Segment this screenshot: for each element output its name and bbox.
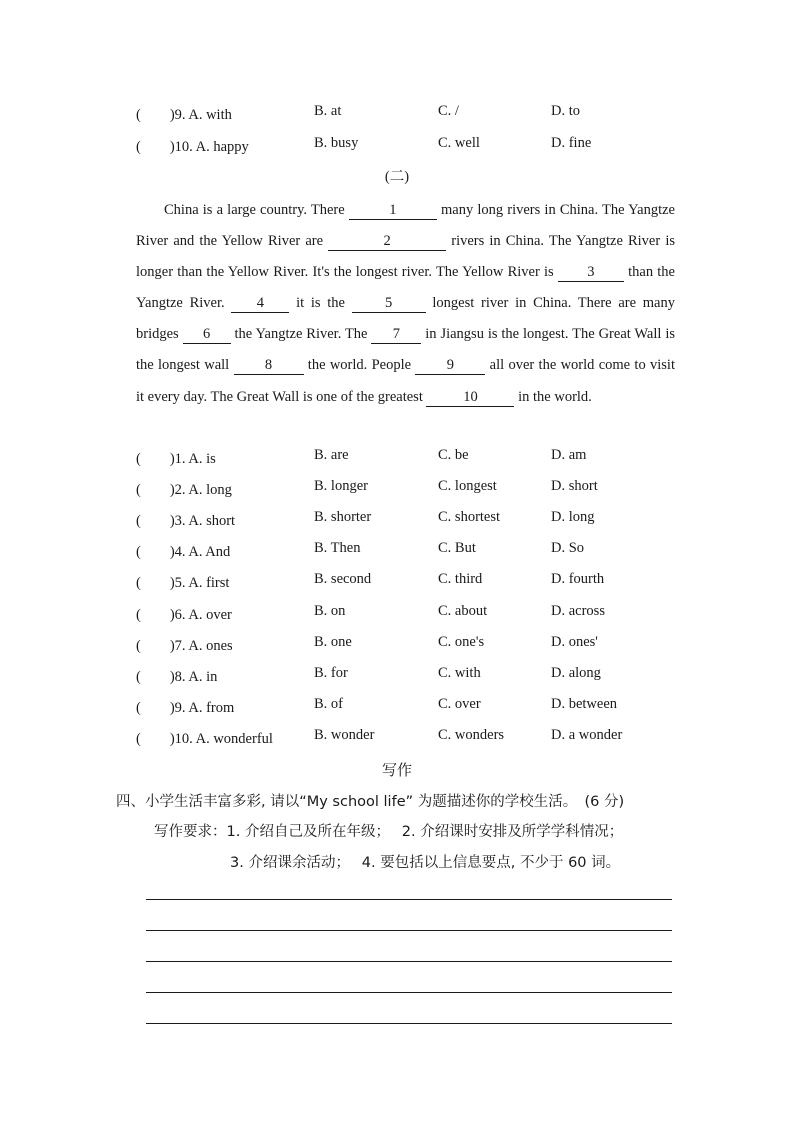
blank-5[interactable]: 5 bbox=[352, 295, 426, 313]
question-stem-option-a[interactable]: ( )9. A. from bbox=[136, 699, 235, 716]
question-stem-option-a[interactable]: ( )9. A. with bbox=[136, 107, 232, 123]
passage-text: all over the world come to visit it every day. The Great Wall is one of the greatest bbox=[136, 357, 675, 405]
passage-text: many long rivers in China. The Yangtze River and the Yellow River are bbox=[136, 202, 675, 250]
question-row bbox=[136, 634, 696, 654]
option-d[interactable]: D. So bbox=[551, 540, 585, 557]
option-b[interactable]: B. are bbox=[314, 447, 349, 463]
passage-text: the Yangtze River. The bbox=[230, 326, 372, 343]
option-b[interactable]: B. on bbox=[314, 602, 346, 619]
option-b[interactable]: B. for bbox=[314, 664, 348, 681]
option-d[interactable]: D. fourth bbox=[551, 571, 605, 588]
question-row bbox=[136, 509, 696, 529]
cloze-passage bbox=[136, 195, 675, 413]
question-row bbox=[136, 727, 696, 747]
question-row bbox=[136, 135, 696, 155]
writing-requirement-line-2: 3. 介绍课余活动； 4. 要包括以上信息要点, 不少于 60 词。 bbox=[230, 855, 621, 871]
question-row bbox=[136, 696, 696, 716]
blank-4[interactable]: 4 bbox=[231, 295, 289, 313]
question-row bbox=[136, 540, 696, 560]
blank-3[interactable]: 3 bbox=[558, 264, 624, 282]
blank-2[interactable]: 2 bbox=[328, 233, 446, 251]
question-stem-option-a[interactable]: ( )2. A. long bbox=[136, 482, 232, 499]
blank-7[interactable]: 7 bbox=[371, 326, 421, 344]
option-d[interactable]: D. long bbox=[551, 509, 595, 526]
blank-8[interactable]: 8 bbox=[234, 357, 304, 375]
option-c[interactable]: C. about bbox=[438, 602, 488, 619]
option-c[interactable]: C. / bbox=[438, 103, 459, 119]
question-stem-option-a[interactable]: ( )6. A. over bbox=[136, 606, 232, 623]
passage-text: than the Yangtze River. bbox=[136, 264, 675, 312]
option-d[interactable]: D. across bbox=[551, 602, 605, 619]
question-stem-option-a[interactable]: ( )8. A. in bbox=[136, 668, 218, 685]
option-d[interactable]: D. short bbox=[551, 478, 598, 495]
answer-line[interactable] bbox=[146, 992, 672, 993]
blank-9[interactable]: 9 bbox=[415, 357, 485, 375]
passage-text: longest river in China. There are many bridges bbox=[136, 295, 675, 343]
option-d[interactable]: D. am bbox=[551, 447, 587, 463]
option-b[interactable]: B. Then bbox=[314, 540, 361, 557]
option-d[interactable]: D. fine bbox=[551, 135, 592, 151]
option-b[interactable]: B. of bbox=[314, 695, 343, 712]
question-row bbox=[136, 478, 696, 498]
option-d[interactable]: D. ones' bbox=[551, 633, 598, 650]
option-c[interactable]: C. But bbox=[438, 540, 476, 557]
option-d[interactable]: D. a wonder bbox=[551, 726, 623, 743]
writing-requirement-line-1: 写作要求：1. 介绍自己及所在年级； 2. 介绍课时安排及所学学科情况； bbox=[154, 824, 624, 840]
answer-line[interactable] bbox=[146, 1023, 672, 1024]
option-b[interactable]: B. longer bbox=[314, 478, 368, 495]
option-d[interactable]: D. between bbox=[551, 695, 618, 712]
option-c[interactable]: C. wonders bbox=[438, 726, 505, 743]
question-stem-option-a[interactable]: ( )3. A. short bbox=[136, 513, 236, 530]
option-b[interactable]: B. shorter bbox=[314, 509, 372, 526]
option-b[interactable]: B. wonder bbox=[314, 726, 375, 743]
option-c[interactable]: C. longest bbox=[438, 478, 497, 495]
question-row bbox=[136, 665, 696, 685]
option-b[interactable]: B. one bbox=[314, 633, 352, 650]
writing-heading: 写作 bbox=[381, 761, 412, 779]
answer-line[interactable] bbox=[146, 930, 672, 931]
question-stem-option-a[interactable]: ( )1. A. is bbox=[136, 451, 216, 467]
question-row bbox=[136, 571, 696, 591]
passage-text: it is the bbox=[289, 295, 352, 312]
passage-text: in Jiangsu is the longest. The Great Wall is the longest wall bbox=[136, 326, 675, 374]
blank-6[interactable]: 6 bbox=[183, 326, 231, 344]
blank-1[interactable]: 1 bbox=[349, 202, 437, 220]
option-c[interactable]: C. one's bbox=[438, 633, 485, 650]
option-c[interactable]: C. be bbox=[438, 447, 469, 463]
passage-text: in the world. bbox=[514, 388, 592, 405]
answer-line[interactable] bbox=[146, 961, 672, 962]
blank-10[interactable]: 10 bbox=[426, 389, 514, 407]
option-c[interactable]: C. over bbox=[438, 695, 481, 712]
option-c[interactable]: C. well bbox=[438, 135, 480, 151]
question-stem-option-a[interactable]: ( )10. A. wonderful bbox=[136, 730, 273, 747]
option-d[interactable]: D. along bbox=[551, 664, 601, 681]
passage-text: rivers in China. The Yangtze River is longer than the Yellow River. It's the longest river. The Yellow River is bbox=[136, 233, 675, 281]
option-b[interactable]: B. second bbox=[314, 571, 372, 588]
option-b[interactable]: B. at bbox=[314, 103, 342, 119]
question-stem-option-a[interactable]: ( )10. A. happy bbox=[136, 139, 249, 155]
option-c[interactable]: C. third bbox=[438, 571, 483, 588]
option-c[interactable]: C. shortest bbox=[438, 509, 501, 526]
answer-line[interactable] bbox=[146, 899, 672, 900]
question-stem-option-a[interactable]: ( )4. A. And bbox=[136, 544, 231, 561]
question-row bbox=[136, 447, 696, 467]
question-row bbox=[136, 103, 696, 123]
passage-text: China is a large country. There bbox=[164, 202, 349, 218]
passage-text: the world. People bbox=[303, 357, 416, 374]
question-stem-option-a[interactable]: ( )7. A. ones bbox=[136, 637, 233, 654]
option-d[interactable]: D. to bbox=[551, 103, 580, 119]
question-stem-option-a[interactable]: ( )5. A. first bbox=[136, 575, 230, 592]
section2-heading: (二) bbox=[384, 169, 410, 185]
question-row bbox=[136, 603, 696, 623]
option-c[interactable]: C. with bbox=[438, 664, 481, 681]
writing-prompt: 四、小学生活丰富多彩, 请以“My school life” 为题描述你的学校生活。 (6 分) bbox=[116, 794, 625, 810]
option-b[interactable]: B. busy bbox=[314, 135, 359, 151]
